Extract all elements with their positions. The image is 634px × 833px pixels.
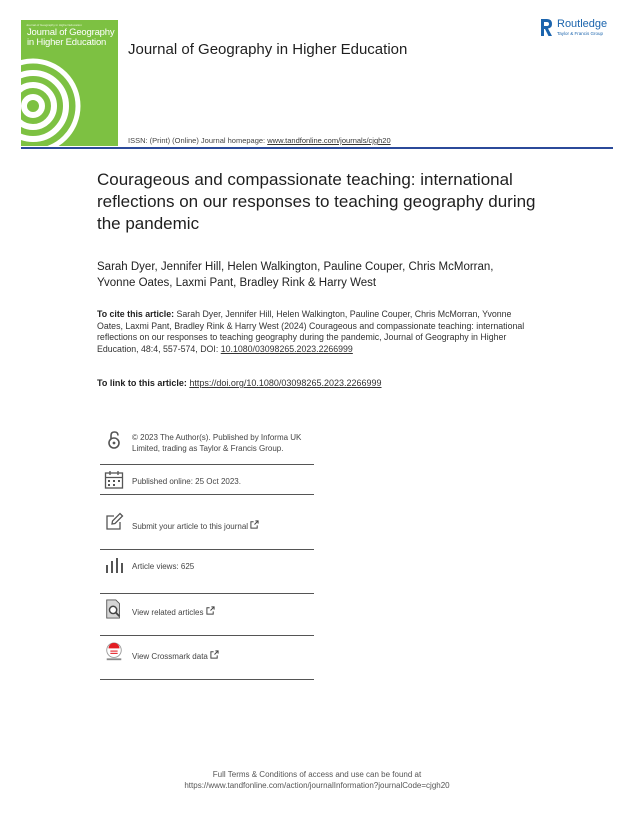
row-divider (100, 464, 314, 465)
citation-text: Sarah Dyer, Jennifer Hill, Helen Walkington, Pauline Couper, Chris McMorran, Yvonne Oates, Laxmi Pant, Bradley Rink & Harry West (2024) Courageous and compassionate teaching: international reflections on our responses to teaching geography during the pandemic, Journal of Geography in Higher Education, 48:4, 557-574, DOI: (97, 309, 525, 354)
row-divider (100, 549, 314, 550)
journal-homepage-link[interactable]: www.tandfonline.com/journals/cjgh20 (267, 136, 391, 145)
edit-icon (104, 512, 124, 532)
publisher-logo[interactable] (540, 18, 620, 42)
article-views: Article views: 625 (132, 562, 195, 571)
header-divider (21, 147, 613, 149)
row-divider (100, 593, 314, 594)
calendar-icon (104, 470, 124, 490)
row-divider (100, 679, 314, 680)
bar-chart-icon (104, 555, 124, 575)
footer-line-1: Full Terms & Conditions of access and use can be found at (212, 770, 422, 779)
cover-small-text: Journal of Geography in Higher Education (26, 23, 82, 27)
submit-article-label: Submit your article to this journal (132, 522, 249, 531)
journal-title: Journal of Geography in Higher Education (128, 41, 408, 58)
routledge-mark-icon (540, 18, 553, 37)
row-divider (100, 635, 314, 636)
related-articles-icon (104, 599, 124, 619)
row-divider (100, 494, 314, 495)
crossmark-link[interactable] (132, 650, 219, 663)
footer-terms-link[interactable]: https://www.tandfonline.com/action/journalInformation?journalCode=cjgh20 (184, 781, 450, 790)
external-link-icon (206, 606, 215, 615)
open-access-icon (104, 430, 124, 450)
submit-article-link[interactable] (132, 520, 259, 533)
article-link-line (97, 378, 382, 388)
logo-tagline: Taylor & Francis Group (557, 31, 604, 36)
citation-block (97, 309, 527, 355)
crossmark-icon (104, 642, 124, 662)
article-link-label: To link to this article: (97, 378, 190, 388)
published-date: Published online: 25 Oct 2023. (132, 477, 241, 486)
author-list: Sarah Dyer, Jennifer Hill, Helen Walkington, Pauline Couper, Chris McMorran, Yvonne Oates, Laxmi Pant, Bradley Rink & Harry West (97, 261, 494, 289)
citation-doi-link[interactable]: 10.1080/03098265.2023.2266999 (220, 343, 353, 354)
article-doi-link[interactable]: https://doi.org/10.1080/03098265.2023.2266999 (189, 378, 382, 388)
external-link-icon (210, 650, 219, 659)
license-text: © 2023 The Author(s). Published by Informa UK Limited, trading as Taylor & Francis Group. (132, 433, 302, 453)
article-title: Courageous and compassionate teaching: international reflections on our responses to teaching geography during the pandemic (97, 170, 536, 233)
related-articles-link[interactable] (132, 606, 215, 619)
cover-title: Journal of Geography in Higher Education (27, 27, 115, 48)
logo-name: Routledge (557, 18, 608, 30)
citation-label: To cite this article: (97, 309, 175, 319)
related-articles-label: View related articles (132, 608, 204, 617)
crossmark-label: View Crossmark data (132, 652, 208, 661)
journal-cover (21, 20, 118, 146)
footer (0, 769, 634, 791)
issn-prefix: ISSN: (Print) (Online) Journal homepage: (128, 136, 268, 145)
cover-publisher: Routledge (27, 135, 46, 140)
external-link-icon (250, 520, 259, 529)
issn-line (128, 136, 391, 145)
